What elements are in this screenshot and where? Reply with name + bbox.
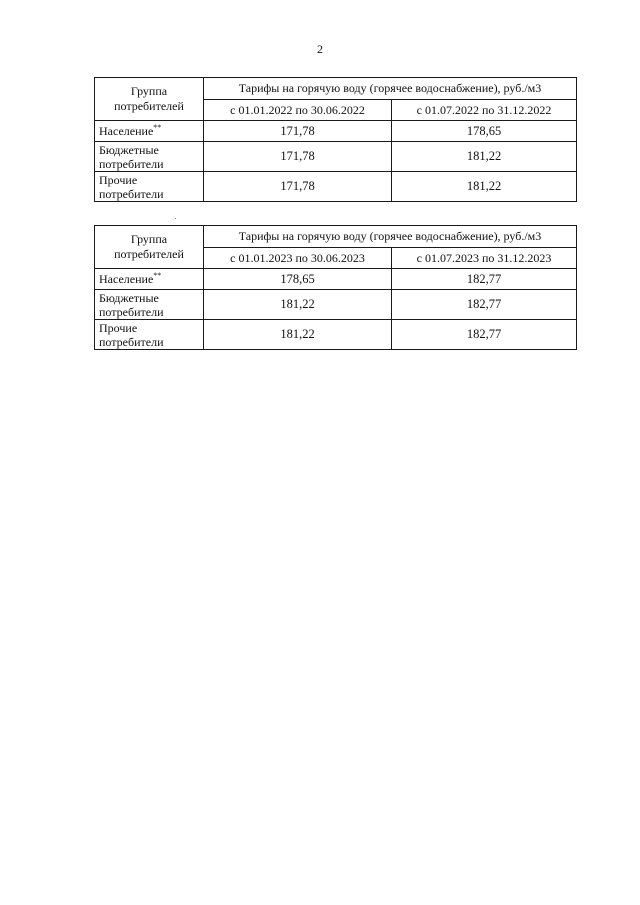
footnote-mark: ** — [153, 271, 162, 280]
tariff-value: 182,77 — [392, 269, 577, 290]
tariff-table-2023 — [94, 225, 577, 350]
footnote-mark: ** — [153, 123, 162, 132]
consumer-cell — [95, 269, 204, 290]
tariff-value: 181,22 — [204, 290, 392, 320]
tariff-value: 171,78 — [204, 172, 392, 202]
consumer-cell — [95, 142, 204, 172]
page-number: 2 — [317, 42, 323, 56]
consumer-name: Население — [99, 124, 154, 138]
tariff-value: 182,77 — [392, 320, 577, 350]
period-header: с 01.07.2022 по 31.12.2022 — [392, 100, 577, 121]
tariff-value: 181,22 — [392, 172, 577, 202]
consumer-name: Бюджетные потребители — [99, 142, 164, 171]
tariff-value: 171,78 — [204, 142, 392, 172]
consumer-cell — [95, 172, 204, 202]
period-header: с 01.07.2023 по 31.12.2023 — [392, 248, 577, 269]
consumer-name: Население — [99, 272, 154, 286]
consumer-cell — [95, 121, 204, 142]
table-row — [95, 290, 577, 320]
consumer-name: Прочие потребители — [99, 172, 164, 201]
table-row — [95, 142, 577, 172]
consumer-name: Прочие потребители — [99, 320, 164, 349]
period-header: с 01.01.2022 по 30.06.2022 — [204, 100, 392, 121]
table-row — [95, 320, 577, 350]
tariff-value: 182,77 — [392, 290, 577, 320]
tariff-value: 181,22 — [204, 320, 392, 350]
tariff-header: Тарифы на горячую воду (горячее водоснабжение), руб./м3 — [204, 78, 577, 100]
consumer-group-header: Группа потребителей — [95, 226, 204, 269]
consumer-cell — [95, 290, 204, 320]
table-row — [95, 269, 577, 290]
tariff-value: 178,65 — [392, 121, 577, 142]
tariff-value: 178,65 — [204, 269, 392, 290]
tariff-table-2022 — [94, 77, 577, 202]
table-row — [95, 121, 577, 142]
tariff-value: 171,78 — [204, 121, 392, 142]
tariff-header: Тарифы на горячую воду (горячее водоснабжение), руб./м3 — [204, 226, 577, 248]
consumer-group-header: Группа потребителей — [95, 78, 204, 121]
table-row — [95, 172, 577, 202]
tariff-value: 181,22 — [392, 142, 577, 172]
consumer-cell — [95, 320, 204, 350]
scan-speck — [175, 218, 176, 219]
period-header: с 01.01.2023 по 30.06.2023 — [204, 248, 392, 269]
consumer-name: Бюджетные потребители — [99, 290, 164, 319]
